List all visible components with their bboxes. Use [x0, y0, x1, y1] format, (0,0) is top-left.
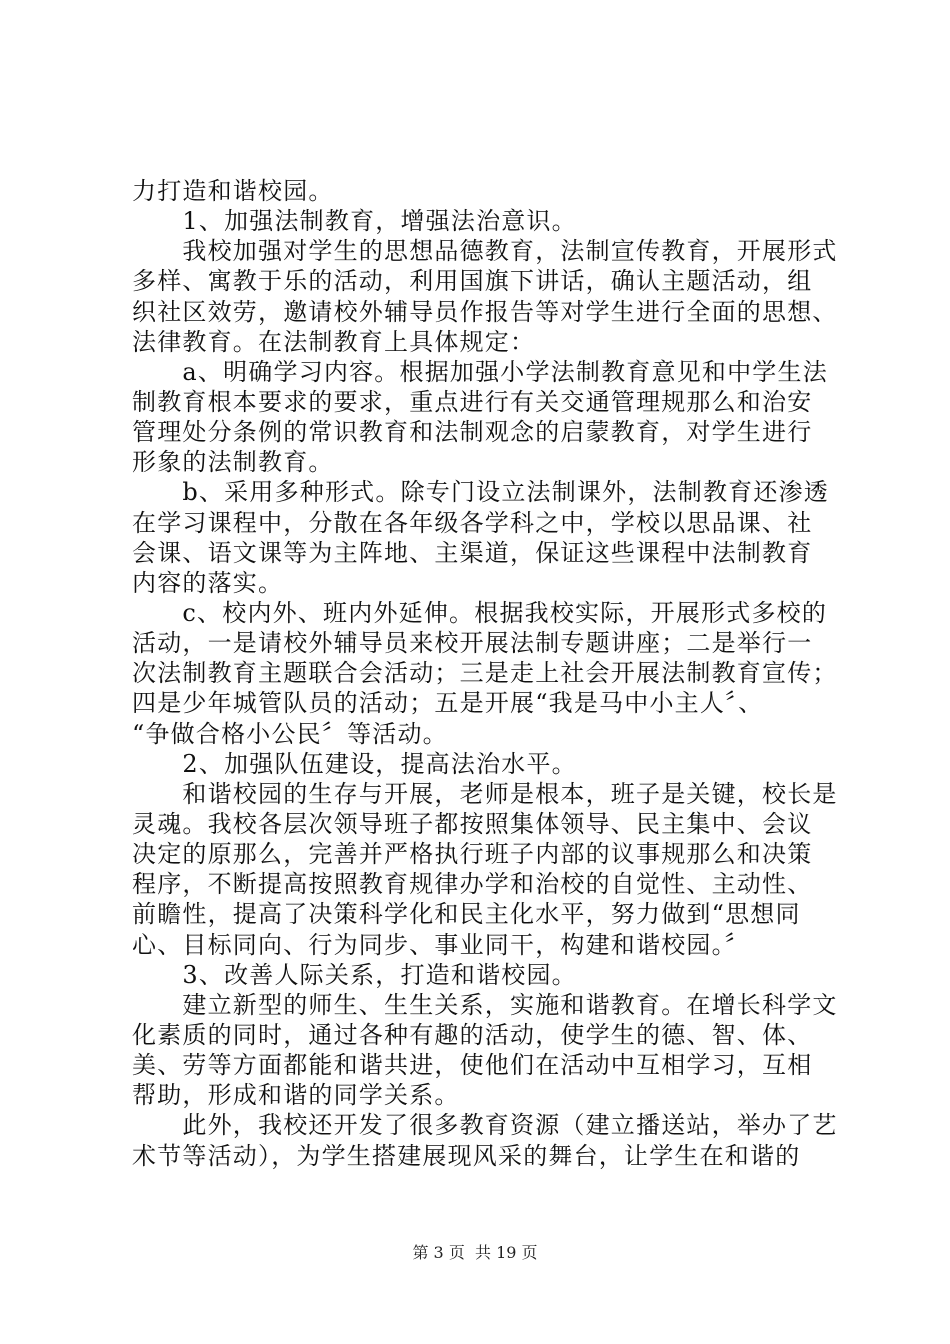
text-line: 美、劳等方面都能和谐共进，使他们在活动中互相学习，互相 [132, 1051, 813, 1080]
text-line: 2、加强队伍建设，提高法治水平。 [132, 749, 577, 778]
text-line: 织社区效劳，邀请校外辅导员作报告等对学生进行全面的思想、 [132, 297, 838, 326]
page-footer [0, 1243, 950, 1263]
text-line: 灵魂。我校各层次领导班子都按照集体领导、民主集中、会议 [132, 809, 813, 838]
text-line: 建立新型的师生、生生关系，实施和谐教育。在增长科学文 [132, 990, 838, 1019]
text-line: 化素质的同时，通过各种有趣的活动，使学生的德、智、体、 [132, 1020, 813, 1049]
text-line: 前瞻性，提高了决策科学化和民主化水平，努力做到“思想同 [132, 900, 801, 929]
text-line: 和谐校园的生存与开展，老师是根本，班子是关键，校长是 [132, 779, 838, 808]
text-line: 四是少年城管队员的活动；五是开展“我是马中小主人〞、 [132, 689, 764, 718]
text-line: 术节等活动），为学生搭建展现风采的舞台，让学生在和谐的 [132, 1141, 801, 1170]
text-line: 我校加强对学生的思想品德教育，法制宣传教育，开展形式 [132, 237, 838, 266]
text-line: 3、改善人际关系，打造和谐校园。 [132, 960, 577, 989]
text-line: 力打造和谐校园。 [132, 177, 334, 205]
text-line: 法律教育。在法制教育上具体规定： [132, 327, 536, 356]
text-line: 形象的法制教育。 [132, 448, 334, 477]
text-line: b、采用多种形式。除专门设立法制课外，法制教育还渗透 [132, 478, 829, 507]
text-line: a、明确学习内容。根据加强小学法制教育意见和中学生法 [132, 357, 828, 386]
text-line: 多样、寓教于乐的活动，利用国旗下讲话，确认主题活动，组 [132, 267, 813, 296]
body-text [132, 176, 838, 1171]
text-line: 决定的原那么，完善并严格执行班子内部的议事规那么和决策 [132, 840, 813, 869]
text-line: 此外，我校还开发了很多教育资源（建立播送站，举办了艺 [132, 1111, 838, 1140]
text-line: 心、目标同向、行为同步、事业同干，构建和谐校园。〞 [132, 930, 750, 959]
text-line: 帮助，形成和谐的同学关系。 [132, 1081, 460, 1110]
text-line: 程序，不断提高按照教育规律办学和治校的自觉性、主动性、 [132, 870, 813, 899]
text-line: “争做合格小公民〞等活动。 [132, 719, 448, 748]
page-number: 第 3 页 共 19 页 [412, 1243, 538, 1262]
text-line: 会课、语文课等为主阵地、主渠道，保证这些课程中法制教育 [132, 538, 813, 567]
text-line: 管理处分条例的常识教育和法制观念的启蒙教育，对学生进行 [132, 418, 813, 447]
text-line: 内容的落实。 [132, 568, 284, 597]
text-line: c、校内外、班内外延伸。根据我校实际，开展形式多校的 [132, 598, 828, 627]
text-line: 活动，一是请校外辅导员来校开展法制专题讲座；二是举行一 [132, 629, 813, 658]
text-line: 次法制教育主题联合会活动；三是走上社会开展法制教育宣传； [132, 659, 838, 688]
text-line: 在学习课程中，分散在各年级各学科之中，学校以思品课、社 [132, 508, 813, 537]
text-line: 制教育根本要求的要求，重点进行有关交通管理规那么和治安 [132, 387, 813, 416]
text-line: 1、加强法制教育，增强法治意识。 [132, 207, 577, 236]
